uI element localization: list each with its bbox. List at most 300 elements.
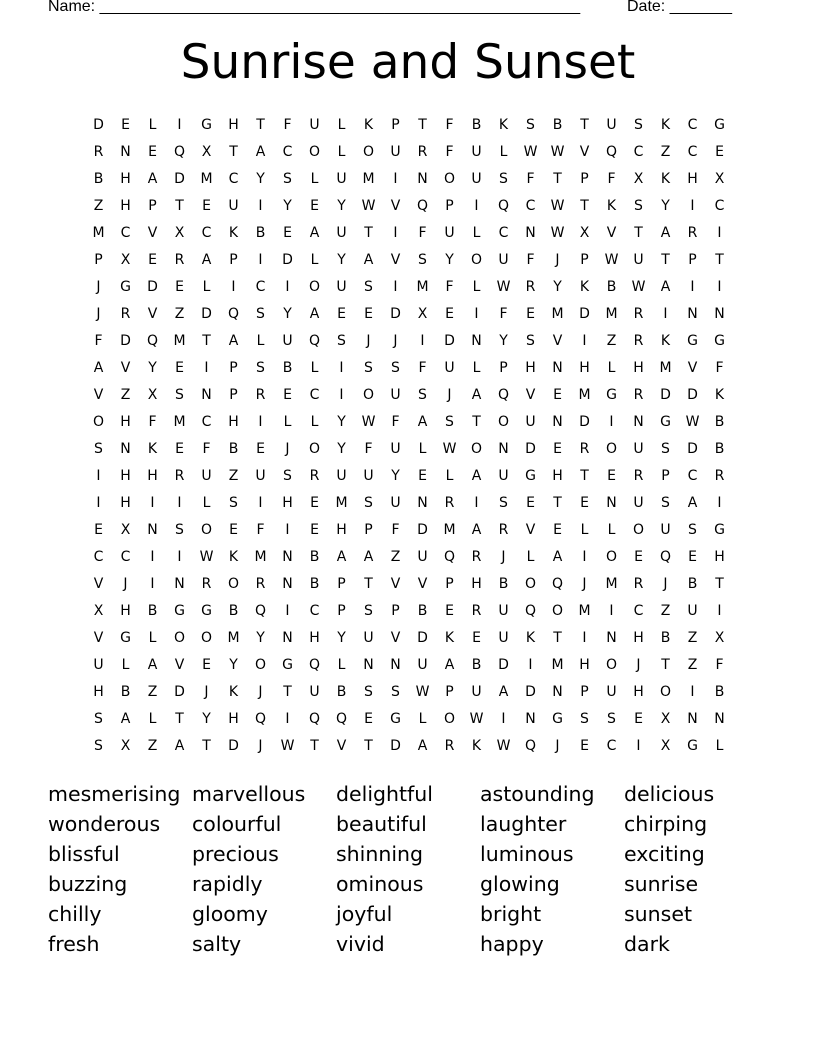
grid-letter: U	[336, 170, 347, 187]
grid-letter: D	[390, 305, 401, 322]
grid-letter: T	[202, 737, 211, 754]
grid-letter: H	[633, 683, 644, 700]
grid-letter: Y	[337, 440, 346, 457]
grid-letter: D	[417, 521, 428, 538]
grid-letter: N	[282, 548, 293, 565]
grid-letter: A	[417, 413, 428, 430]
grid-letter: S	[391, 683, 400, 700]
grid-letter: O	[362, 386, 375, 403]
grid-letter: T	[580, 197, 589, 214]
grid-letter: Q	[308, 656, 321, 673]
grid-letter: C	[714, 197, 725, 214]
grid-letter: E	[715, 143, 724, 160]
grid-letter: S	[580, 710, 589, 727]
grid-letter: L	[121, 656, 130, 673]
grid-letter: V	[525, 386, 536, 403]
grid-letter: S	[364, 683, 373, 700]
word-list-item: beautiful	[336, 812, 427, 836]
grid-letter: D	[687, 386, 698, 403]
grid-letter: T	[553, 170, 562, 187]
word-list-item: joyful	[336, 902, 393, 926]
grid-letter: N	[687, 305, 698, 322]
grid-letter: N	[174, 575, 185, 592]
grid-letter: S	[391, 359, 400, 376]
grid-letter: C	[687, 143, 698, 160]
grid-letter: B	[471, 656, 482, 673]
grid-letter: A	[660, 224, 671, 241]
grid-letter: G	[390, 710, 401, 727]
word-list	[48, 779, 768, 959]
grid-letter: M	[551, 656, 564, 673]
grid-letter: Y	[202, 710, 211, 727]
grid-letter: T	[580, 116, 589, 133]
grid-letter: J	[582, 575, 587, 592]
grid-letter: E	[634, 548, 643, 565]
grid-letter: B	[714, 683, 725, 700]
grid-letter: L	[283, 413, 292, 430]
grid-letter: E	[94, 521, 103, 538]
grid-letter: S	[418, 251, 427, 268]
grid-letter: T	[553, 629, 562, 646]
grid-letter: W	[361, 197, 376, 214]
grid-letter: X	[201, 143, 212, 160]
grid-letter: M	[254, 548, 267, 565]
grid-letter: K	[471, 737, 482, 754]
grid-letter: S	[526, 116, 535, 133]
grid-letter: A	[471, 521, 482, 538]
grid-letter: D	[444, 332, 455, 349]
grid-letter: U	[390, 440, 401, 457]
grid-letter: N	[282, 629, 293, 646]
grid-letter: Y	[256, 629, 265, 646]
grid-letter: Z	[228, 467, 239, 484]
word-list-item: sunset	[624, 902, 692, 926]
grid-letter: V	[417, 575, 428, 592]
grid-letter: H	[228, 710, 239, 727]
grid-letter: D	[579, 305, 590, 322]
grid-letter: I	[96, 494, 101, 511]
grid-letter: Z	[660, 143, 671, 160]
grid-letter: L	[472, 224, 481, 241]
grid-letter: N	[147, 521, 158, 538]
grid-letter: L	[256, 332, 265, 349]
grid-letter: A	[471, 467, 482, 484]
grid-letter: R	[174, 251, 185, 268]
grid-letter: O	[227, 575, 240, 592]
word-list-item: fresh	[48, 932, 100, 956]
grid-letter: R	[687, 224, 698, 241]
grid-letter: D	[579, 413, 590, 430]
grid-letter: U	[444, 359, 455, 376]
grid-letter: M	[605, 305, 618, 322]
grid-letter: A	[363, 251, 374, 268]
page-title: Sunrise and Sunset	[180, 35, 636, 90]
grid-letter: O	[551, 602, 564, 619]
grid-letter: Z	[390, 548, 401, 565]
grid-letter: H	[120, 467, 131, 484]
grid-letter: I	[420, 332, 425, 349]
grid-letter: R	[93, 143, 104, 160]
grid-letter: C	[255, 278, 266, 295]
grid-letter: P	[445, 683, 454, 700]
grid-letter: I	[339, 359, 344, 376]
grid-letter: B	[228, 440, 239, 457]
grid-letter: Q	[308, 710, 321, 727]
grid-letter: E	[202, 197, 211, 214]
grid-letter: W	[469, 710, 484, 727]
word-list-item: wonderous	[48, 812, 161, 836]
grid-letter: R	[579, 440, 590, 457]
grid-letter: S	[499, 170, 508, 187]
grid-letter: Y	[148, 359, 157, 376]
grid-letter: I	[717, 224, 722, 241]
grid-letter: O	[470, 251, 483, 268]
grid-letter: Y	[445, 251, 454, 268]
grid-letter: X	[417, 305, 428, 322]
grid-letter: K	[228, 548, 239, 565]
grid-letter: K	[444, 629, 455, 646]
grid-letter: R	[498, 521, 509, 538]
grid-letter: T	[634, 224, 643, 241]
grid-letter: S	[256, 359, 265, 376]
grid-letter: L	[472, 359, 481, 376]
grid-letter: Q	[524, 602, 537, 619]
grid-letter: Q	[416, 197, 429, 214]
grid-letter: G	[552, 710, 563, 727]
grid-letter: W	[604, 251, 619, 268]
word-list-item: chilly	[48, 902, 102, 926]
grid-letter: H	[120, 197, 131, 214]
grid-letter: J	[285, 440, 290, 457]
grid-letter: L	[607, 359, 616, 376]
grid-letter: N	[120, 440, 131, 457]
grid-letter: I	[690, 278, 695, 295]
grid-letter: Q	[335, 710, 348, 727]
grid-letter: C	[282, 143, 293, 160]
grid-letter: Q	[146, 332, 159, 349]
grid-letter: L	[310, 413, 319, 430]
grid-letter: G	[282, 656, 293, 673]
grid-letter: N	[525, 224, 536, 241]
grid-letter: M	[173, 413, 186, 430]
grid-letter: U	[633, 494, 644, 511]
grid-letter: A	[498, 683, 509, 700]
grid-letter: L	[607, 521, 616, 538]
grid-letter: E	[553, 440, 562, 457]
grid-letter: G	[525, 467, 536, 484]
grid-letter: F	[94, 332, 103, 349]
grid-letter: W	[415, 683, 430, 700]
grid-letter: I	[393, 170, 398, 187]
grid-letter: A	[660, 278, 671, 295]
grid-letter: V	[147, 305, 158, 322]
grid-letter: U	[498, 467, 509, 484]
grid-letter: N	[525, 710, 536, 727]
grid-letter: E	[688, 548, 697, 565]
grid-letter: X	[147, 386, 158, 403]
grid-letter: G	[120, 629, 131, 646]
grid-letter: X	[579, 224, 590, 241]
grid-letter: E	[526, 494, 535, 511]
grid-letter: P	[337, 602, 346, 619]
grid-letter: I	[258, 251, 263, 268]
grid-letter: F	[715, 359, 724, 376]
grid-letter: T	[715, 251, 724, 268]
grid-letter: N	[120, 143, 131, 160]
grid-letter: T	[715, 575, 724, 592]
header-line	[48, 0, 748, 20]
word-list-item: vivid	[336, 932, 385, 956]
grid-letter: K	[714, 386, 725, 403]
grid-letter: Y	[283, 305, 292, 322]
grid-letter: T	[364, 737, 373, 754]
grid-letter: E	[283, 224, 292, 241]
grid-letter: O	[470, 440, 483, 457]
grid-letter: W	[199, 548, 214, 565]
grid-letter: E	[634, 710, 643, 727]
grid-letter: E	[175, 278, 184, 295]
grid-letter: M	[443, 521, 456, 538]
word-list-item: delightful	[336, 782, 433, 806]
grid-letter: A	[147, 656, 158, 673]
grid-letter: Z	[687, 656, 698, 673]
grid-letter: I	[582, 629, 587, 646]
grid-letter: I	[663, 305, 668, 322]
grid-letter: F	[364, 440, 373, 457]
grid-letter: L	[472, 278, 481, 295]
grid-letter: T	[256, 116, 265, 133]
grid-letter: X	[120, 521, 131, 538]
grid-letter: S	[94, 737, 103, 754]
grid-letter: C	[120, 548, 131, 565]
grid-letter: O	[659, 683, 672, 700]
grid-letter: F	[715, 656, 724, 673]
grid-letter: N	[606, 629, 617, 646]
grid-letter: I	[474, 494, 479, 511]
grid-letter: K	[498, 116, 509, 133]
grid-letter: J	[366, 332, 371, 349]
grid-letter: N	[552, 683, 563, 700]
grid-letter: M	[335, 494, 348, 511]
word-list-item: bright	[480, 902, 542, 926]
grid-letter: N	[714, 710, 725, 727]
grid-letter: Q	[659, 548, 672, 565]
grid-letter: A	[552, 548, 563, 565]
grid-letter: N	[417, 170, 428, 187]
grid-letter: S	[499, 494, 508, 511]
grid-letter: M	[416, 278, 429, 295]
grid-letter: E	[580, 494, 589, 511]
grid-letter: S	[526, 332, 535, 349]
grid-letter: I	[474, 305, 479, 322]
grid-letter: P	[499, 359, 508, 376]
grid-letter: R	[633, 386, 644, 403]
grid-letter: V	[93, 386, 104, 403]
grid-letter: U	[390, 386, 401, 403]
grid-letter: F	[445, 278, 454, 295]
grid-letter: T	[661, 251, 670, 268]
grid-letter: F	[418, 359, 427, 376]
grid-letter: R	[255, 575, 266, 592]
word-list-item: mesmerising	[48, 782, 181, 806]
grid-letter: P	[580, 251, 589, 268]
grid-letter: T	[472, 413, 481, 430]
grid-letter: O	[173, 629, 186, 646]
grid-letter: R	[417, 143, 428, 160]
grid-letter: N	[282, 575, 293, 592]
grid-letter: A	[120, 710, 131, 727]
grid-letter: U	[471, 143, 482, 160]
grid-letter: Q	[524, 737, 537, 754]
grid-letter: V	[579, 143, 590, 160]
grid-letter: P	[364, 521, 373, 538]
grid-letter: X	[633, 170, 644, 187]
grid-letter: R	[714, 467, 725, 484]
grid-letter: N	[201, 386, 212, 403]
grid-letter: S	[283, 467, 292, 484]
grid-letter: Q	[497, 197, 510, 214]
grid-letter: U	[201, 467, 212, 484]
grid-letter: Q	[551, 575, 564, 592]
grid-letter: H	[552, 467, 563, 484]
grid-letter: E	[364, 710, 373, 727]
grid-letter: G	[120, 278, 131, 295]
grid-letter: O	[443, 710, 456, 727]
grid-letter: J	[258, 737, 263, 754]
grid-letter: Y	[337, 251, 346, 268]
grid-letter: Z	[687, 629, 698, 646]
grid-letter: M	[227, 629, 240, 646]
grid-letter: D	[201, 305, 212, 322]
grid-letter: X	[174, 224, 185, 241]
grid-letter: L	[499, 143, 508, 160]
grid-letter: X	[120, 251, 131, 268]
grid-letter: U	[336, 278, 347, 295]
grid-letter: S	[634, 116, 643, 133]
grid-letter: T	[283, 683, 292, 700]
grid-letter: B	[714, 413, 725, 430]
grid-letter: T	[553, 494, 562, 511]
grid-letter: B	[309, 548, 320, 565]
grid-letter: L	[580, 521, 589, 538]
grid-letter: U	[687, 602, 698, 619]
grid-letter: J	[96, 305, 101, 322]
grid-letter: Q	[605, 143, 618, 160]
grid-letter: C	[309, 386, 320, 403]
grid-letter: O	[443, 170, 456, 187]
grid-letter: P	[445, 197, 454, 214]
grid-letter: T	[175, 710, 184, 727]
word-list-item: colourful	[192, 812, 282, 836]
grid-letter: U	[606, 683, 617, 700]
grid-letter: S	[607, 710, 616, 727]
grid-letter: F	[445, 143, 454, 160]
grid-letter: O	[200, 521, 213, 538]
grid-letter: G	[606, 386, 617, 403]
grid-letter: N	[471, 332, 482, 349]
grid-letter: T	[418, 116, 427, 133]
grid-letter: J	[96, 278, 101, 295]
grid-letter: D	[525, 683, 536, 700]
grid-letter: T	[202, 332, 211, 349]
word-list-item: happy	[480, 932, 544, 956]
grid-letter: B	[228, 602, 239, 619]
grid-letter: D	[120, 332, 131, 349]
grid-letter: S	[175, 386, 184, 403]
word-list-item: salty	[192, 932, 242, 956]
grid-letter: V	[93, 629, 104, 646]
grid-letter: C	[525, 197, 536, 214]
grid-letter: W	[550, 143, 565, 160]
grid-letter: G	[201, 602, 212, 619]
word-list-item: delicious	[624, 782, 715, 806]
grid-letter: U	[444, 224, 455, 241]
grid-letter: O	[632, 521, 645, 538]
word-list-item: shinning	[336, 842, 424, 866]
grid-letter: I	[717, 278, 722, 295]
grid-letter: G	[660, 413, 671, 430]
word-list-item: precious	[192, 842, 279, 866]
grid-letter: M	[605, 575, 618, 592]
word-list-item: exciting	[624, 842, 705, 866]
grid-letter: E	[148, 251, 157, 268]
grid-letter: V	[336, 737, 347, 754]
grid-letter: O	[254, 656, 267, 673]
grid-letter: H	[93, 683, 104, 700]
grid-letter: E	[553, 521, 562, 538]
grid-letter: C	[498, 224, 509, 241]
grid-letter: V	[552, 332, 563, 349]
grid-letter: U	[498, 629, 509, 646]
grid-letter: E	[121, 116, 130, 133]
grid-letter: H	[633, 629, 644, 646]
grid-letter: C	[633, 602, 644, 619]
grid-letter: M	[200, 170, 213, 187]
grid-letter: I	[96, 467, 101, 484]
grid-letter: E	[580, 737, 589, 754]
grid-letter: G	[714, 116, 725, 133]
grid-letter: I	[177, 116, 182, 133]
grid-letter: Y	[283, 197, 292, 214]
grid-letter: U	[309, 116, 320, 133]
grid-letter: P	[148, 197, 157, 214]
grid-letter: R	[633, 305, 644, 322]
grid-letter: X	[660, 710, 671, 727]
grid-letter: I	[717, 494, 722, 511]
grid-letter: Z	[147, 683, 158, 700]
grid-letter: L	[148, 710, 157, 727]
grid-letter: I	[609, 602, 614, 619]
grid-letter: F	[607, 170, 616, 187]
grid-letter: A	[363, 548, 374, 565]
grid-letter: S	[661, 440, 670, 457]
grid-letter: H	[579, 656, 590, 673]
grid-letter: L	[148, 629, 157, 646]
grid-letter: S	[364, 278, 373, 295]
grid-letter: U	[390, 143, 401, 160]
grid-letter: P	[661, 467, 670, 484]
grid-letter: M	[659, 359, 672, 376]
grid-letter: I	[177, 494, 182, 511]
grid-letter: B	[471, 116, 482, 133]
grid-letter: U	[633, 251, 644, 268]
grid-letter: Y	[337, 629, 346, 646]
grid-letter: W	[550, 224, 565, 241]
grid-letter: I	[231, 278, 236, 295]
grid-letter: S	[445, 413, 454, 430]
grid-letter: I	[285, 278, 290, 295]
grid-letter: E	[418, 467, 427, 484]
